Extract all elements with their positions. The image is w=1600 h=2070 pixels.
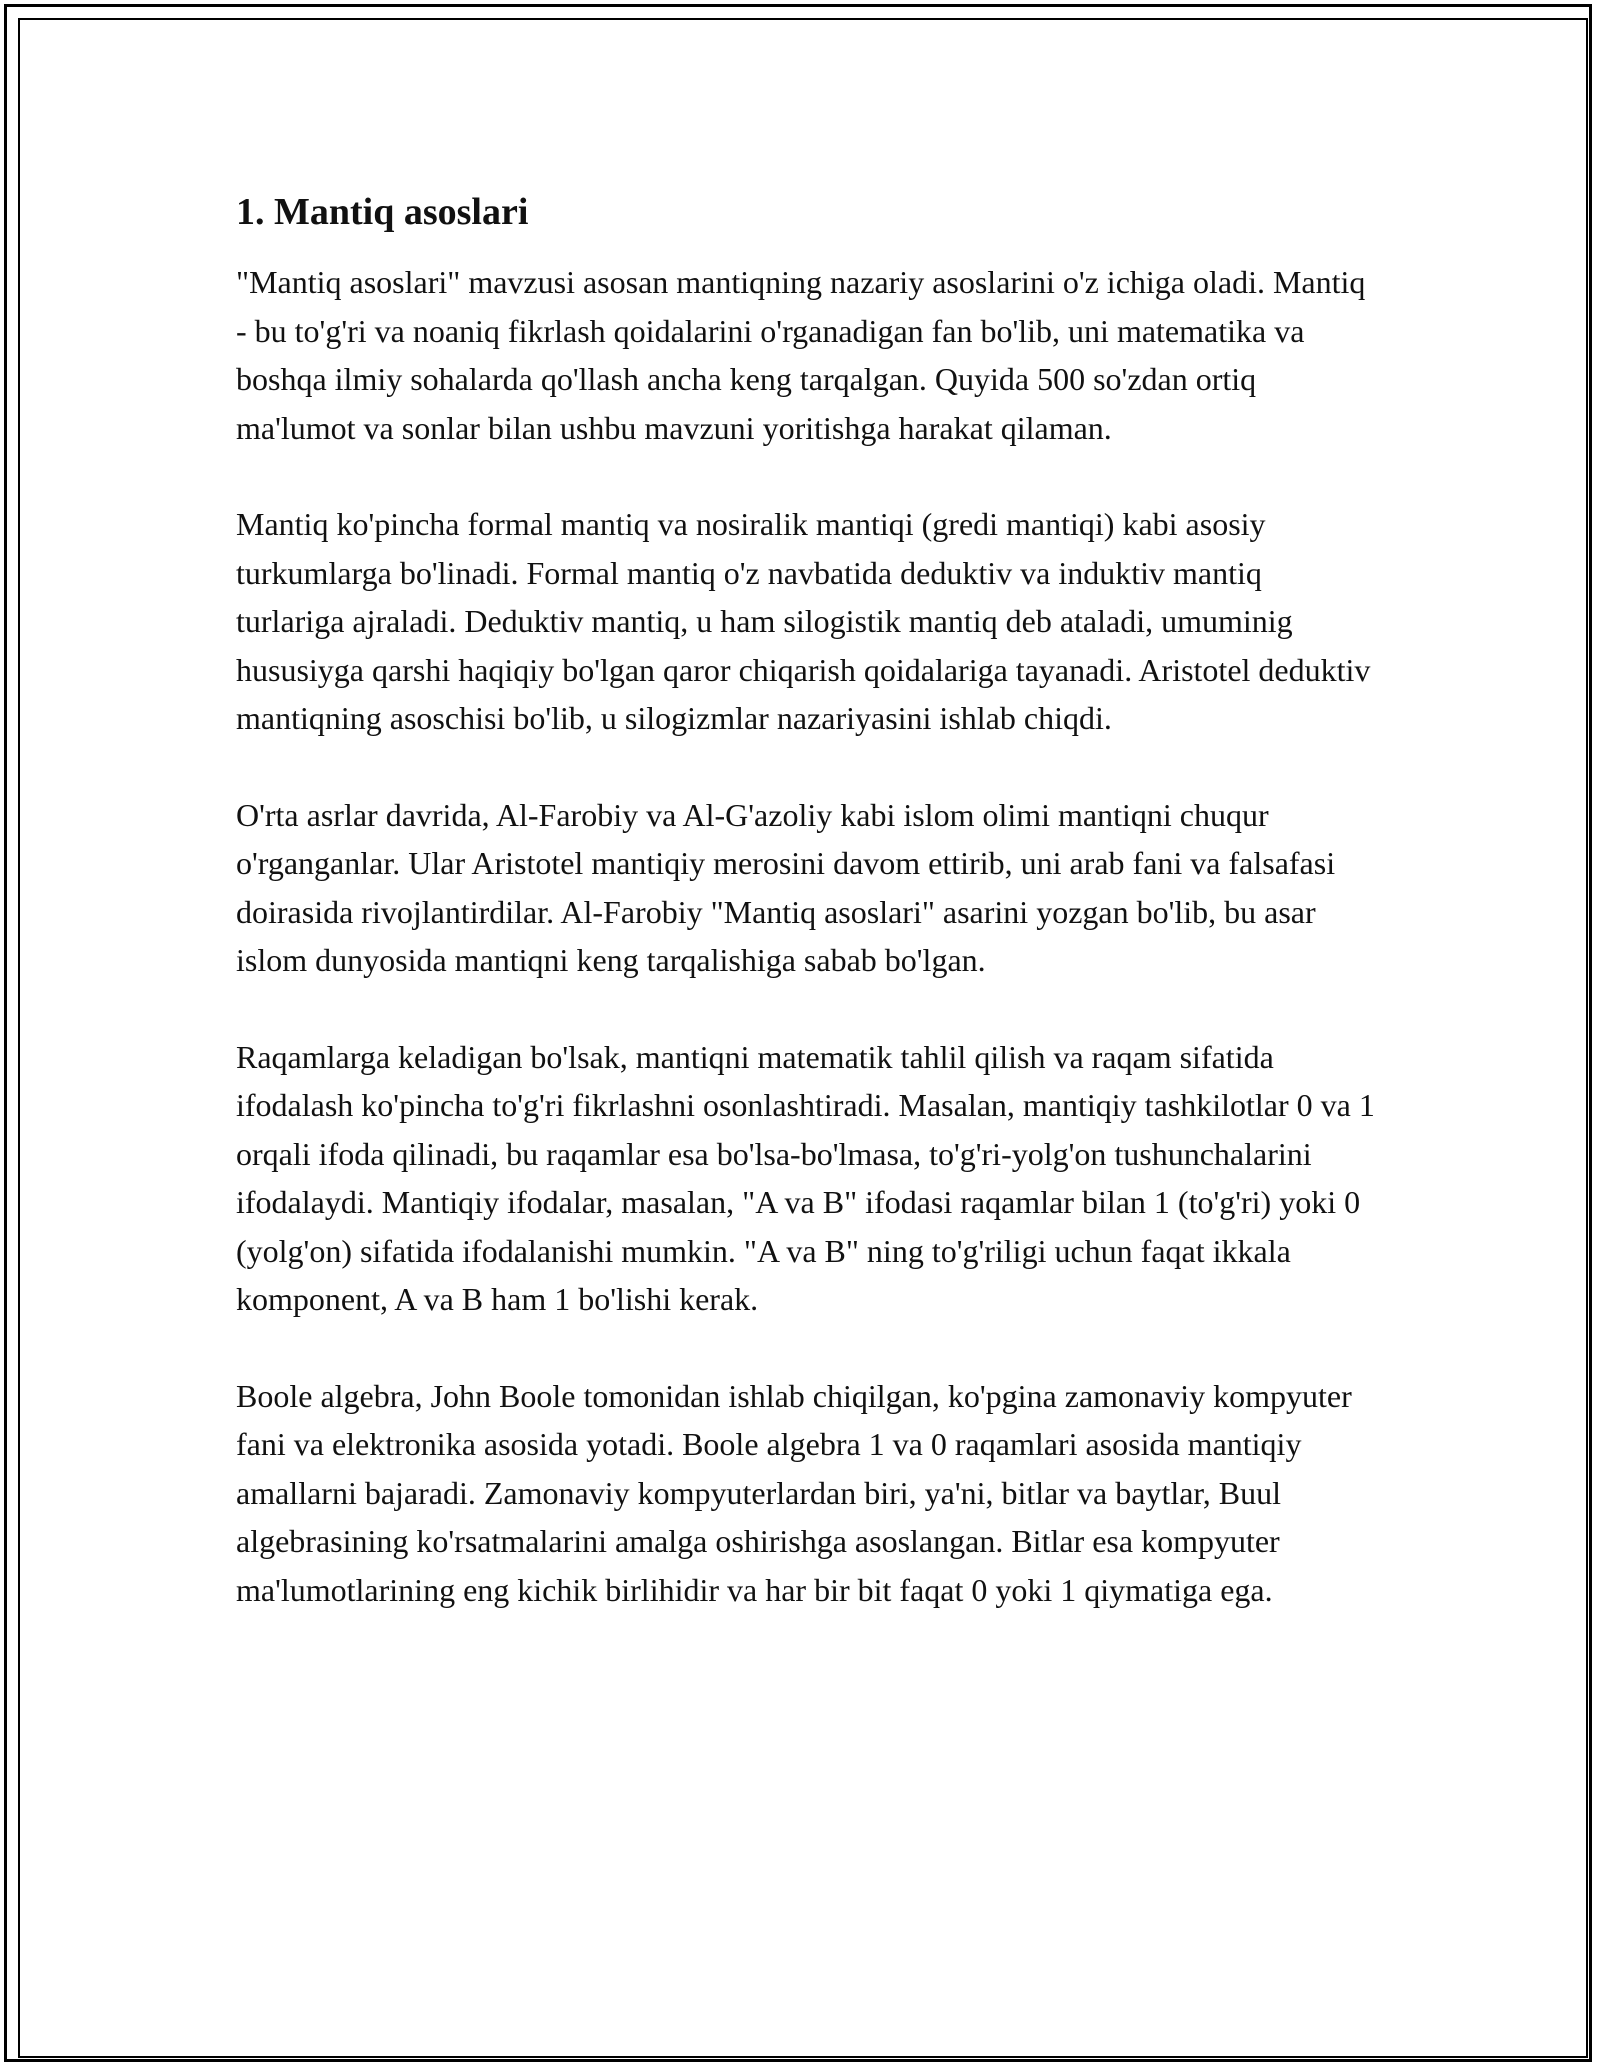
paragraph-middle-ages: O'rta asrlar davrida, Al-Farobiy va Al-G'azoliy kabi islom olimi mantiqni chuqur o'rganganlar. Ular Aristotel mantiqiy merosini davom ettirib, uni arab fani va falsafasi doirasida rivojlantirdilar. Al-Farobiy "Mantiq asoslari" asarini yozgan bo'lib, bu asar islom dunyosida mantiqni keng tarqalishiga sabab bo'lgan. (236, 796, 1336, 978)
paragraph-numbers: Raqamlarga keladigan bo'lsak, mantiqni matematik tahlil qilish va raqam sifatida ifodalash ko'pincha to'g'ri fikrlashni osonlashtiradi. Masalan, mantiqiy tashkilotlar 0 va 1 orqali ifoda qilinadi, bu raqamlar esa bo'lsa-bo'lmasa, to'g'ri-yolg'on tushunchalarini ifodalaydi. Mantiqiy ifodalar, masalan, "A va B" ifodasi raqamlar bilan 1 (to'g'ri) yoki 0 (yolg'on) sifatida ifodalanishi mumkin. "A va B" ning to'g'riligi uchun faqat ikkala komponent, A va B ham 1 bo'lishi kerak. (236, 1038, 1375, 1317)
section-heading: 1. Mantiq asoslari (236, 191, 529, 233)
paragraph-intro: "Mantiq asoslari" mavzusi asosan mantiqning nazariy asoslarini o'z ichiga oladi. Mantiq - bu to'g'ri va noaniq fikrlash qoidalarini o'rganadigan fan bo'lib, uni matematika va boshqa ilmiy sohalarda qo'llash ancha keng tarqalgan. Quyida 500 so'zdan ortiq ma'lumot va sonlar bilan ushbu mavzuni yoritishga harakat qilaman. (236, 264, 1366, 446)
document-body (236, 186, 1376, 1662)
paragraph-formal-logic: Mantiq ko'pincha formal mantiq va nosiralik mantiqi (gredi mantiqi) kabi asosiy turkumlarga bo'linadi. Formal mantiq o'z navbatida deduktiv va induktiv mantiq turlariga ajraladi. Deduktiv mantiq, u ham silogistik mantiq deb ataladi, umuminig hususiyga qarshi haqiqiy bo'lgan qaror chiqarish qoidalariga tayanadi. Aristotel deduktiv mantiqning asoschisi bo'lib, u silogizmlar nazariyasini ishlab chiqdi. (236, 506, 1371, 736)
paragraph-boole-algebra: Boole algebra, John Boole tomonidan ishlab chiqilgan, ko'pgina zamonaviy kompyuter fani va elektronika asosida yotadi. Boole algebra 1 va 0 raqamlari asosida mantiqiy amallarni bajaradi. Zamonaviy kompyuterlardan biri, ya'ni, bitlar va baytlar, Buul algebrasining ko'rsatmalarini amalga oshirishga asoslangan. Bitlar esa kompyuter ma'lumotlarining eng kichik birlihidir va har bir bit faqat 0 yoki 1 qiymatiga ega. (236, 1377, 1352, 1608)
